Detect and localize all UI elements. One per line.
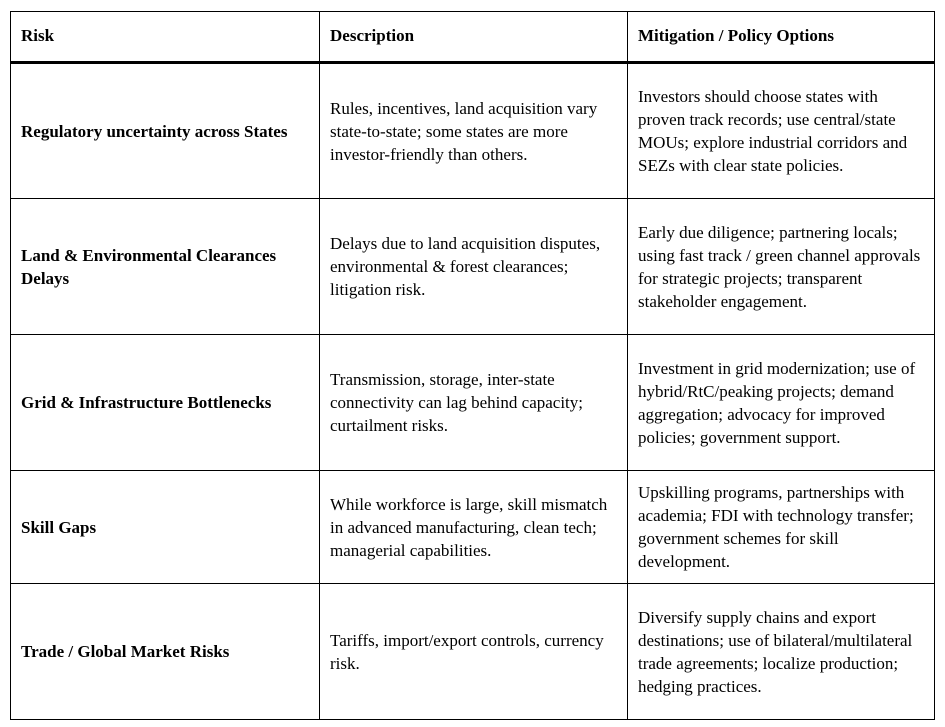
- table-row: [11, 471, 935, 584]
- header-mitigation: Mitigation / Policy Options: [628, 12, 935, 63]
- risk-cell: Regulatory uncertainty across States: [11, 63, 320, 199]
- mitigation-cell: Early due diligence; partnering locals; using fast track / green channel approvals for strategic projects; transparent stakeholder engagement.: [628, 199, 935, 335]
- description-cell: Delays due to land acquisition disputes, environmental & forest clearances; litigation risk.: [320, 199, 628, 335]
- risk-cell: Skill Gaps: [11, 471, 320, 584]
- table-row: [11, 199, 935, 335]
- risk-mitigation-table: [10, 11, 935, 720]
- table-row: [11, 584, 935, 720]
- risk-cell: Land & Environmental Clearances Delays: [11, 199, 320, 335]
- header-description: Description: [320, 12, 628, 63]
- table-row: [11, 63, 935, 199]
- risk-cell: Trade / Global Market Risks: [11, 584, 320, 720]
- description-cell: Transmission, storage, inter-state connectivity can lag behind capacity; curtailment risks.: [320, 335, 628, 471]
- table-row: [11, 335, 935, 471]
- description-cell: While workforce is large, skill mismatch in advanced manufacturing, clean tech; managerial capabilities.: [320, 471, 628, 584]
- mitigation-cell: Investors should choose states with proven track records; use central/state MOUs; explore industrial corridors and SEZs with clear state policies.: [628, 63, 935, 199]
- mitigation-cell: Diversify supply chains and export destinations; use of bilateral/multilateral trade agreements; localize production; hedging practices.: [628, 584, 935, 720]
- table-body: [11, 63, 935, 720]
- description-cell: Rules, incentives, land acquisition vary state-to-state; some states are more investor-friendly than others.: [320, 63, 628, 199]
- mitigation-cell: Investment in grid modernization; use of hybrid/RtC/peaking projects; demand aggregation; advocacy for improved policies; government support.: [628, 335, 935, 471]
- description-cell: Tariffs, import/export controls, currency risk.: [320, 584, 628, 720]
- header-risk: Risk: [11, 12, 320, 63]
- mitigation-cell: Upskilling programs, partnerships with academia; FDI with technology transfer; government schemes for skill development.: [628, 471, 935, 584]
- risk-cell: Grid & Infrastructure Bottlenecks: [11, 335, 320, 471]
- header-row: [11, 12, 935, 63]
- table-header: [11, 12, 935, 63]
